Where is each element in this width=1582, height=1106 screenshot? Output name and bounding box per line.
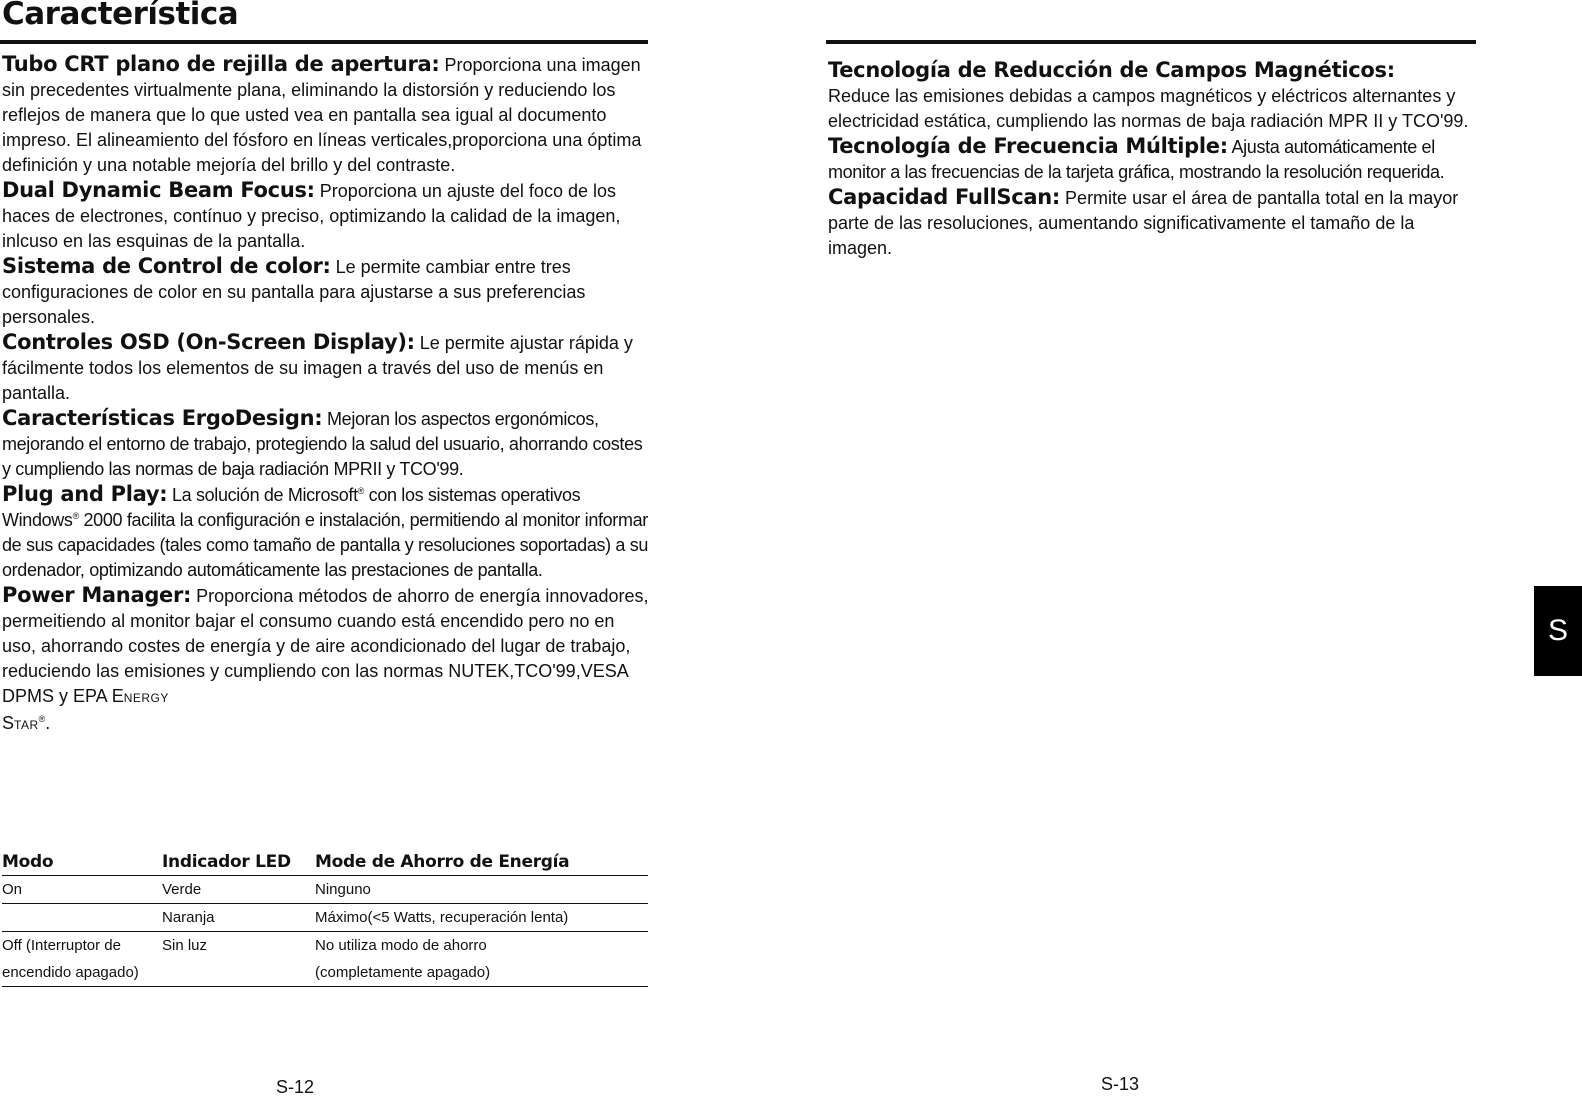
table-cell: Naranja: [162, 904, 315, 932]
feature-title: Tubo CRT plano de rejilla de apertura:: [2, 52, 440, 76]
section-tab: [1534, 586, 1582, 676]
table-cell: On: [2, 876, 162, 904]
table-cell: Máximo(<5 Watts, recuperación lenta): [315, 904, 648, 932]
feature-text: Mejoran los aspectos ergonómicos, mejorando el entorno de trabajo, protegiendo la salud del usuario, ahorrando costes y cumpliendo las normas de baja radiación MPRII y TCO'99.: [2, 409, 643, 479]
title-rule-right: [826, 40, 1476, 44]
feature-text: Le permite cambiar entre tres configuraciones de color en su pantalla para ajustarse a sus preferencias personales.: [2, 257, 586, 327]
page-title: Característica: [2, 0, 239, 32]
feature-title: Controles OSD (On-Screen Display):: [2, 330, 415, 354]
feature-text: Proporciona un ajuste del foco de los haces de electrones, contínuo y preciso, optimizando la calidad de la imagen, inlcuso en las esquinas de la pantalla.: [2, 181, 621, 251]
feature-title: Sistema de Control de color:: [2, 254, 331, 278]
table-cell: [162, 959, 315, 987]
table-cell: No utiliza modo de ahorro: [315, 937, 487, 954]
registered-mark: ®: [38, 714, 46, 724]
table-row: [2, 959, 648, 987]
feature-title: Plug and Play:: [2, 482, 168, 506]
registered-mark: ®: [72, 511, 79, 521]
energy-rest: NERGY: [123, 691, 169, 705]
page-number-right: S-13: [1101, 1074, 1140, 1094]
feature-crt: [2, 52, 650, 178]
sentence-end: .: [45, 713, 51, 733]
star-s: S: [2, 713, 15, 733]
table-cell: Off (Interruptor de: [2, 937, 121, 954]
feature-multiple-frequency: [828, 134, 1478, 185]
feature-text: Proporciona métodos de ahorro de energía innovadores, permeitiendo al monitor bajar el consumo cuando está encendido pero no en uso, ahorrando costes de energía y de aire acondicionado del lugar de trabajo, reduciendo las emisiones y cumpliendo con las normas NUTEK,TCO'99,VESA DPMS y EPA: [2, 586, 649, 706]
feature-osd: [2, 330, 650, 406]
registered-mark: ®: [357, 486, 365, 496]
table-cell: encendido apagado): [2, 959, 162, 987]
table-row: [2, 904, 648, 932]
feature-text: Proporciona una imagen sin precedentes virtualmente plana, eliminando la distorsión y reduciendo los reflejos de manera que lo que usted vea en pantalla sea igual al documento impreso. El alineamiento del fósforo en líneas verticales,proporciona una óptima definición y una notable mejoría del brillo y del contraste.: [2, 55, 642, 175]
feature-text: 2000 facilita la configuración e instalación, permitiendo al monitor informar de sus capacidades (tales como tamaño de pantalla y resoluciones soportadas) a su ordenador, optimizando automáticamente las prestaciones de pantalla.: [2, 510, 649, 580]
feature-text: Le permite ajustar rápida y fácilmente todos los elementos de su imagen a través del uso de menús en pantalla.: [2, 333, 633, 403]
left-column: [2, 52, 650, 738]
feature-plug-and-play: [2, 482, 650, 583]
table-row: [2, 932, 648, 960]
section-tab-label: S: [1547, 614, 1568, 647]
feature-fullscan: [828, 185, 1478, 261]
power-modes-table: [2, 846, 648, 987]
feature-title: Capacidad FullScan:: [828, 185, 1061, 209]
feature-text: Reduce las emisiones debidas a campos magnéticos y eléctricos alternantes y electricidad estática, cumpliendo las normas de baja radiación MPR II y TCO'99.: [828, 86, 1469, 131]
feature-color-control: [2, 254, 650, 330]
table-header-saving: Mode de Ahorro de Energía: [315, 846, 648, 876]
table-cell: (completamente apagado): [315, 959, 648, 987]
feature-title: Tecnología de Frecuencia Múltiple:: [828, 134, 1228, 158]
feature-dual-dynamic-beam: [2, 178, 650, 254]
feature-title: Características ErgoDesign:: [2, 406, 323, 430]
feature-power-manager: [2, 583, 650, 738]
table-row: [2, 876, 648, 904]
table-header-mode: Modo: [2, 846, 162, 876]
feature-text: La solución de Microsoft: [172, 485, 358, 505]
table-cell: Verde: [162, 876, 315, 904]
page-number-left: S-12: [276, 1077, 315, 1097]
table-cell: [2, 904, 162, 932]
feature-text: Permite usar el área de pantalla total en la mayor parte de las resoluciones, aumentando significativamente el tamaño de la imagen.: [828, 188, 1459, 258]
energy-e: E: [111, 686, 124, 706]
table-header-led: Indicador LED: [162, 846, 315, 876]
feature-text: con los sistemas operativos Windows: [2, 485, 581, 530]
table-cell: Ninguno: [315, 876, 648, 904]
feature-title: Tecnología de Reducción de Campos Magnéticos:: [828, 58, 1395, 82]
right-column: [828, 58, 1478, 261]
feature-ergodesign: [2, 406, 650, 482]
star-rest: TAR: [14, 718, 39, 732]
feature-title: Dual Dynamic Beam Focus:: [2, 178, 315, 202]
title-rule-left: [0, 40, 648, 44]
feature-title: Power Manager:: [2, 583, 192, 607]
feature-text: Ajusta automáticamente el monitor a las frecuencias de la tarjeta gráfica, mostrando la resolución requerida.: [828, 137, 1445, 182]
feature-magnetic-reduction: [828, 58, 1478, 134]
table-header-row: [2, 846, 648, 876]
table-cell: Sin luz: [162, 937, 208, 954]
